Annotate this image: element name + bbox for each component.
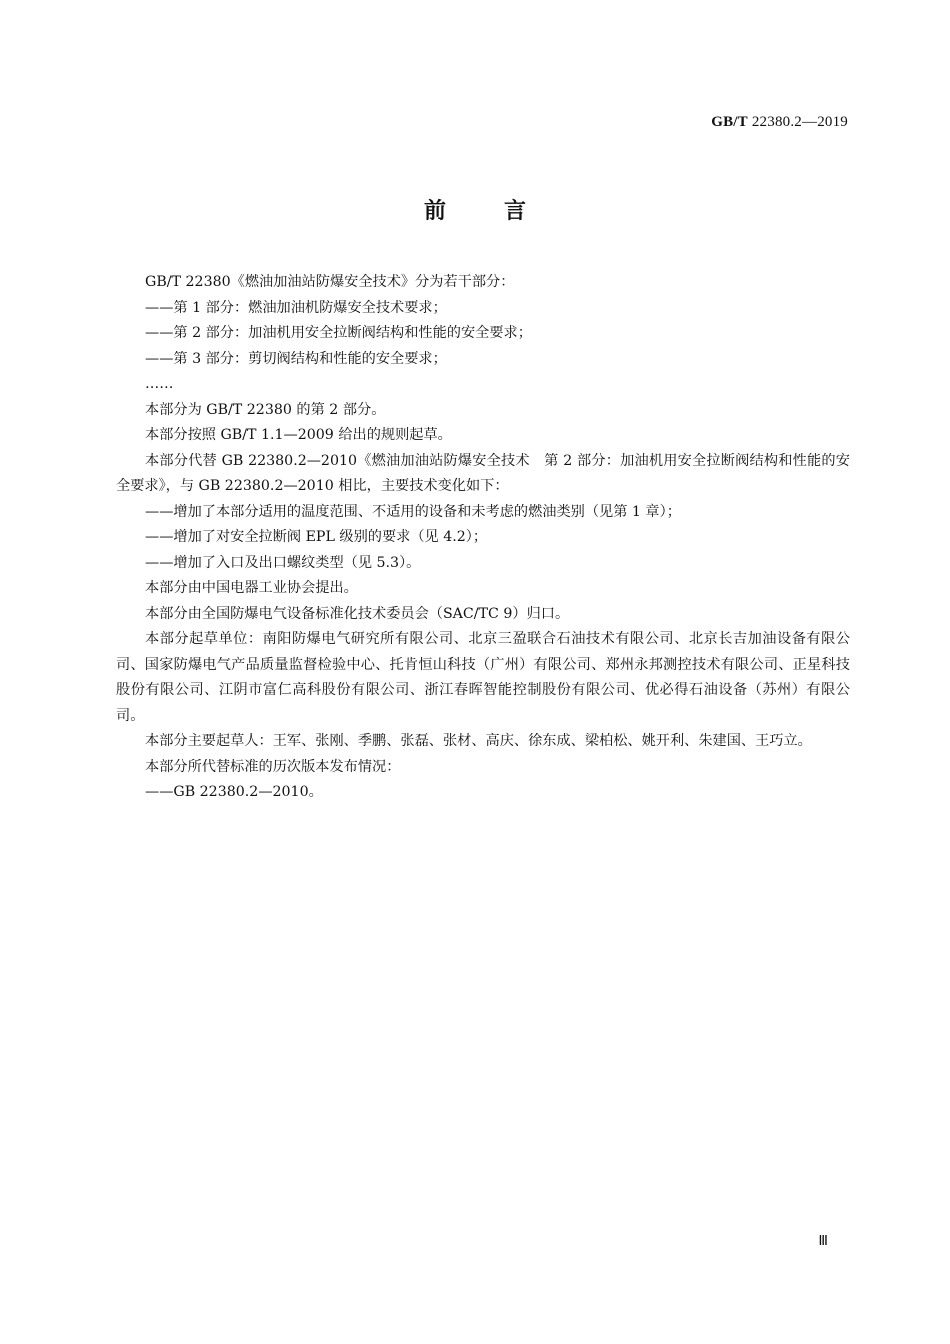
standard-code-number: 22380.2—2019 xyxy=(751,114,848,130)
paragraph: ——第 3 部分：剪切阀结构和性能的安全要求； xyxy=(145,350,447,367)
standard-code-prefix: GB/T xyxy=(711,114,748,130)
paragraph: ——增加了入口及出口螺纹类型（见 5.3）。 xyxy=(145,554,421,571)
paragraph: 本部分起草单位：南阳防爆电气研究所有限公司、北京三盈联合石油技术有限公司、北京长吉加油设备有限公司、国家防爆电气产品质量监督检验中心、托肯恒山科技（广州）有限公司、郑州永邦测控技术有限公司、正星科技股份有限公司、江阴市富仁高科股份有限公司、浙江春晖智能控制股份有限公司、优必得石油设备（苏州）有限公司。 xyxy=(116,631,850,724)
paragraph: ——第 2 部分：加油机用安全拉断阀结构和性能的安全要求； xyxy=(145,325,532,341)
paragraph: GB/T 22380《燃油加油站防爆安全技术》分为若干部分： xyxy=(145,274,515,290)
paragraph: …… xyxy=(145,376,174,392)
paragraph: 本部分按照 GB/T 1.1—2009 给出的规则起草。 xyxy=(145,427,452,443)
paragraph: ——GB 22380.2—2010。 xyxy=(145,784,323,800)
paragraph: 本部分代替 GB 22380.2—2010《燃油加油站防爆安全技术 第 2 部分：加油机用安全拉断阀结构和性能的安全要求》，与 GB 22380.2—2010 相比，主要技术变化如下： xyxy=(116,452,850,494)
foreword-body xyxy=(116,270,850,806)
paragraph: 本部分所代替标准的历次版本发布情况： xyxy=(145,758,401,775)
page-number: Ⅲ xyxy=(818,1234,828,1249)
paragraph: 本部分主要起草人：王军、张刚、季鹏、张磊、张材、高庆、徐东成、梁柏松、姚开利、朱建国、王巧立。 xyxy=(145,733,812,749)
paragraph: ——增加了对安全拉断阀 EPL 级别的要求（见 4.2）； xyxy=(145,529,488,545)
standard-code xyxy=(711,114,848,131)
page-title: 前言 xyxy=(423,199,584,224)
paragraph: 本部分由中国电器工业协会提出。 xyxy=(145,580,358,596)
paragraph: 本部分为 GB/T 22380 的第 2 部分。 xyxy=(145,401,386,418)
paragraph: ——增加了本部分适用的温度范围、不适用的设备和未考虑的燃油类别（见第 1 章）； xyxy=(145,503,681,520)
paragraph: 本部分由全国防爆电气设备标准化技术委员会（SAC/TC 9）归口。 xyxy=(145,605,570,622)
paragraph: ——第 1 部分：燃油加油机防爆安全技术要求； xyxy=(145,299,447,316)
